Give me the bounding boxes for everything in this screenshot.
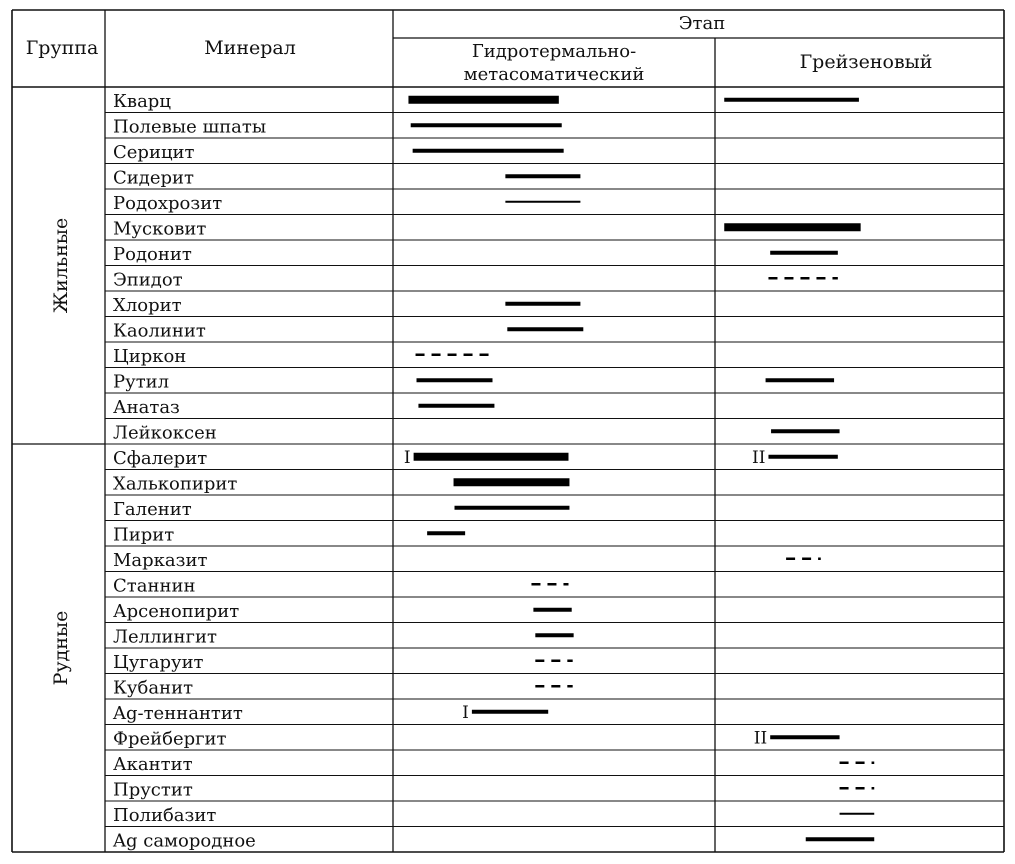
- mineral-name: Сфалерит: [113, 447, 208, 469]
- group-label-ore: Рудные: [50, 610, 72, 686]
- header-stage-greisen: Грейзеновый: [799, 51, 933, 73]
- mineral-name: Мусковит: [113, 218, 207, 240]
- group-label-vein: Жильные: [50, 217, 72, 314]
- mineral-name: Арсенопирит: [113, 600, 240, 622]
- table-row: [113, 142, 564, 163]
- table-row: [113, 371, 834, 392]
- mineral-name: Халькопирит: [113, 473, 238, 495]
- table-row: [113, 193, 580, 214]
- header-stage-hydro-line1: Гидротермально-: [471, 41, 637, 62]
- header-stage-hydro-line2: метасоматический: [463, 64, 645, 85]
- table-row: [113, 422, 840, 443]
- header-mineral: Минерал: [204, 37, 296, 59]
- generation-label: I: [403, 447, 411, 468]
- table-row: [113, 320, 583, 341]
- table-row: [113, 167, 580, 188]
- table-header: [26, 13, 933, 85]
- mineral-name: Циркон: [113, 345, 187, 367]
- mineral-name: Сидерит: [113, 167, 194, 189]
- mineral-name: Цугаруит: [113, 651, 204, 673]
- table-row: [113, 116, 562, 137]
- table-row: [113, 269, 838, 290]
- mineral-name: Кубанит: [113, 677, 194, 699]
- mineral-name: Леллингит: [113, 626, 217, 648]
- table-row: [113, 652, 573, 673]
- mineral-name: Кварц: [113, 90, 171, 112]
- mineral-name: Каолинит: [113, 320, 206, 342]
- mineral-name: Эпидот: [113, 269, 183, 291]
- mineral-name: Полевые шпаты: [113, 116, 267, 138]
- mineral-name: Серицит: [113, 141, 195, 163]
- mineral-name: Фрейбергит: [113, 728, 227, 750]
- mineral-name: Ag-теннантит: [113, 702, 243, 724]
- table-row: [113, 346, 493, 367]
- mineral-name: Марказит: [113, 549, 208, 571]
- group-labels: [50, 218, 72, 686]
- mineral-name: Полибазит: [113, 804, 217, 826]
- mineral-name: Анатаз: [113, 396, 180, 418]
- table-row: [113, 575, 568, 596]
- mineral-name: Прустит: [113, 779, 193, 801]
- header-stage: Этап: [678, 13, 726, 34]
- table-row: [113, 397, 494, 418]
- table-row: [113, 626, 574, 647]
- mineral-name: Галенит: [113, 498, 192, 520]
- table-row: [113, 728, 840, 749]
- mineral-name: Лейкоксен: [113, 422, 217, 444]
- table-row: [113, 524, 465, 545]
- table-row: [113, 677, 573, 698]
- table-row: [113, 218, 861, 239]
- generation-label: I: [462, 702, 469, 723]
- mineral-name: Хлорит: [113, 294, 182, 316]
- mineral-name: Станнин: [113, 575, 196, 597]
- mineral-name: Акантит: [113, 753, 193, 775]
- table-row: [113, 244, 838, 265]
- generation-label: II: [752, 447, 766, 468]
- mineral-name: Пирит: [113, 524, 175, 546]
- table-row: [112, 703, 548, 724]
- table-row: [113, 295, 580, 316]
- table-row: [113, 805, 874, 826]
- generation-label: II: [753, 728, 768, 749]
- mineral-name: Родонит: [113, 243, 192, 265]
- table-row: [113, 473, 569, 494]
- mineral-name: Рутил: [113, 371, 170, 393]
- table-row: [112, 830, 874, 851]
- mineral-rows: [112, 91, 874, 852]
- table-row: [113, 601, 572, 622]
- table-row: [113, 499, 569, 520]
- table-row: [113, 754, 874, 775]
- mineral-name: Родохрозит: [113, 192, 223, 214]
- table-row: [113, 779, 874, 800]
- header-group: Группа: [25, 37, 99, 59]
- table-row: [113, 448, 838, 469]
- mineral-name: Ag самородное: [113, 830, 256, 852]
- table-row: [113, 91, 859, 112]
